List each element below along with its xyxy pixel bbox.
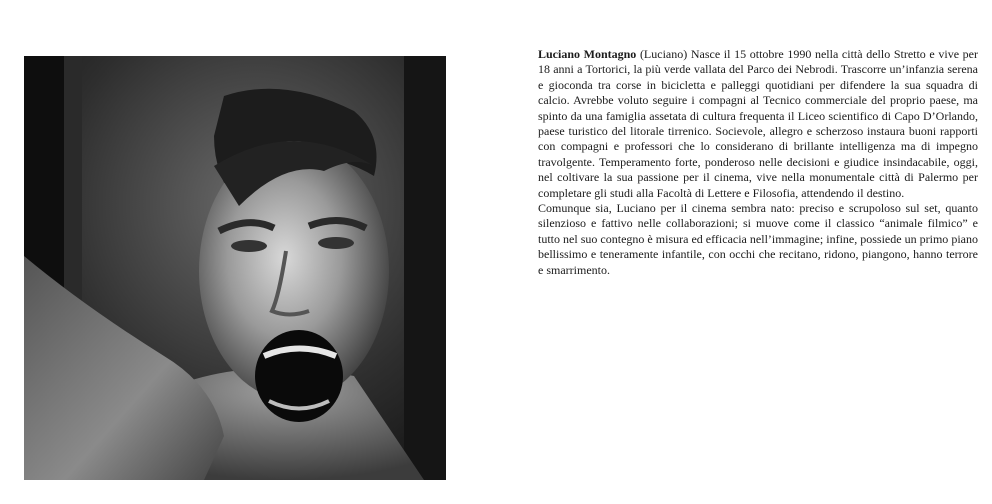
bio-paragraph-1-text: (Luciano) Nasce il 15 ottobre 1990 nella città dello Stretto e vive per 18 anni a Tortorici, la più verde vallata del Parco dei Nebrodi. Trascorre un’infanzia serena e gioconda tra corse in bicicletta e palleggi quotidiani per difendere la sua squadra di calcio. Avrebbe voluto seguire i compagni al Tecnico commerciale del proprio paese, ma spinto da una famiglia assetata di cultura frequenta il Liceo scientifico di Capo D’Orlando, paese turistico del litorale tirrenico. Socievole, allegro e scherzoso instaura buoni rapporti con compagni e professori che lo considerano di brillante intelligenza ma di impegno travolgente. Temperamento forte, ponderoso nelle decisioni e giudice insindacabile, oggi, nel coltivare la sua passione per il cinema, vive nella monumentale città di Palermo per completare gli studi alla Facoltà di Lettere e Filosofia, attendendo il destino. (538, 47, 978, 200)
biography-text (538, 47, 978, 278)
bio-paragraph-2: Comunque sia, Luciano per il cinema sembra nato: preciso e scrupoloso sul set, quanto silenzioso e fattivo nelle collaborazioni; si muove come il classico “animale filmico” e tutto nel suo contegno è misura ed efficacia nell’immagine; infine, possiede un primo piano bellissimo e teneramente infantile, con occhi che recitano, ridono, piangono, hanno terrore e smarrimento. (538, 201, 978, 277)
screaming-man-image (24, 56, 446, 480)
bio-paragraph-1 (538, 47, 978, 201)
bio-name: Luciano Montagno (538, 47, 637, 61)
portrait-photo (24, 56, 446, 480)
